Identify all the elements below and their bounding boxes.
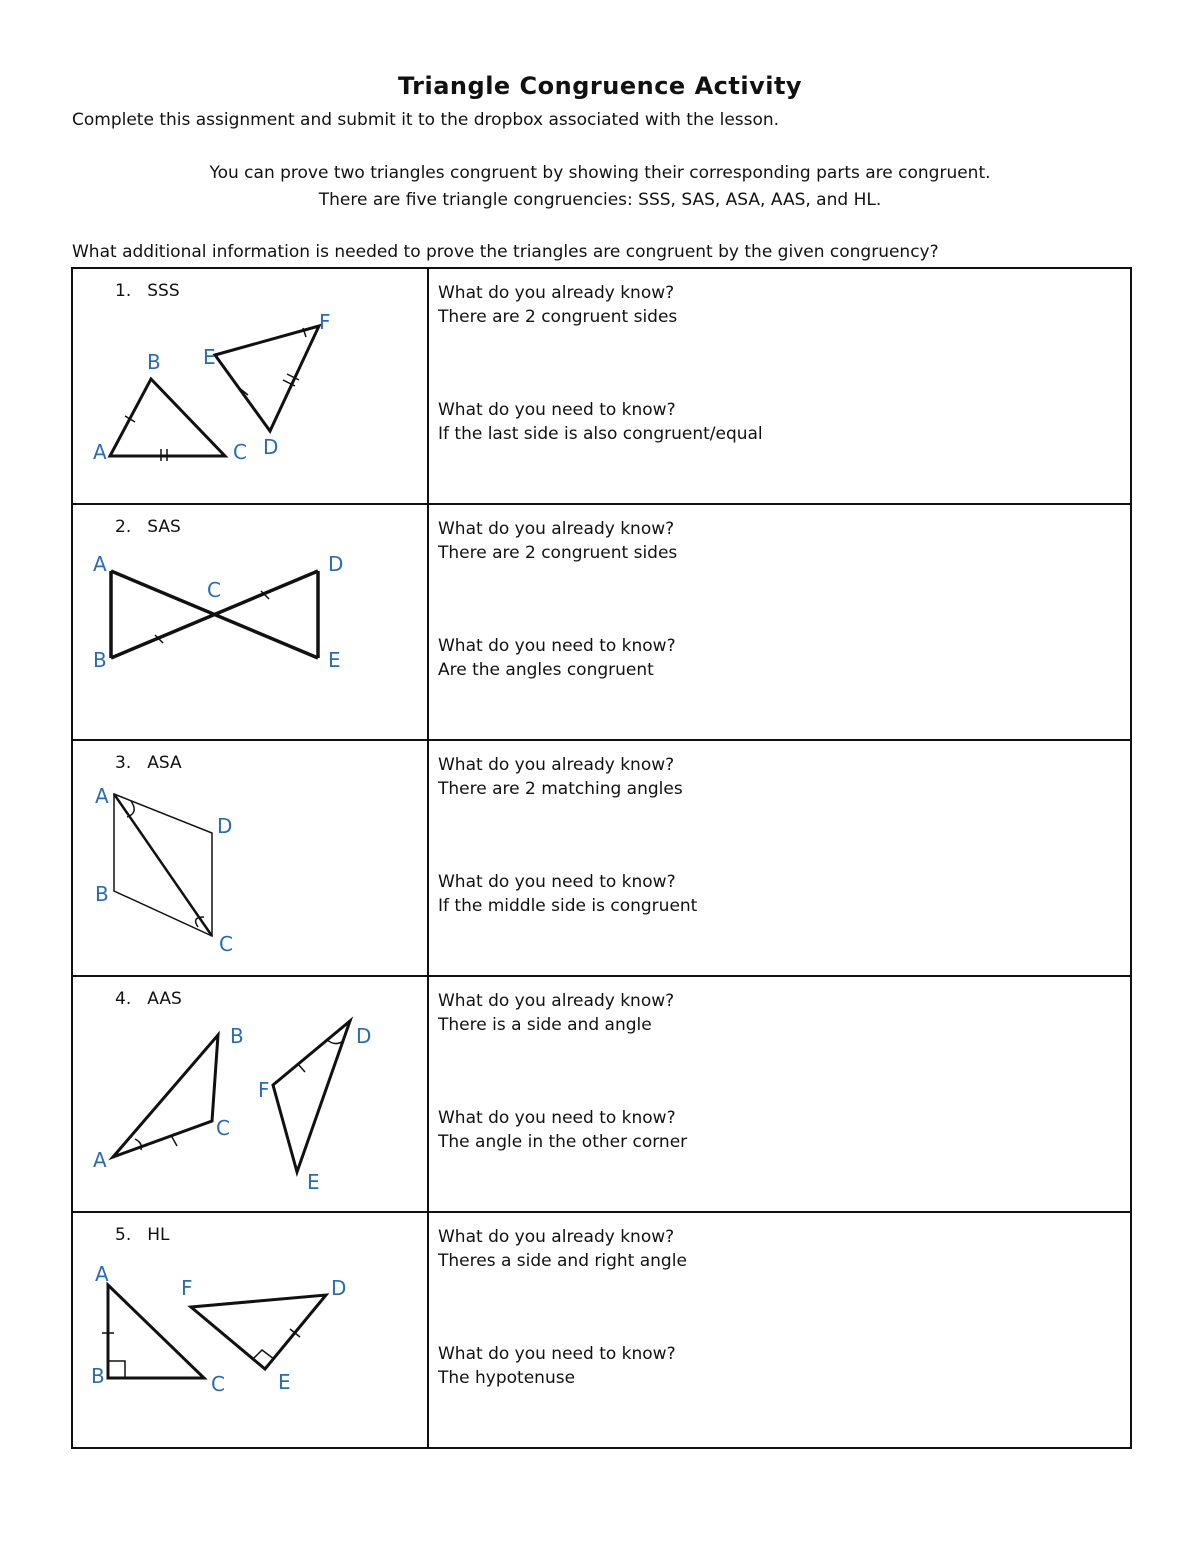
- vertex-label: A: [93, 1148, 107, 1172]
- explanation-line-2: There are five triangle congruencies: SSS, SAS, ASA, AAS, and HL.: [318, 190, 882, 210]
- already-know-answer: Theres a side and right angle: [438, 1251, 687, 1271]
- triangle-def: [215, 326, 319, 431]
- figure-cell: [72, 504, 428, 740]
- already-know-answer: There is a side and angle: [438, 1015, 652, 1035]
- vertex-label: B: [93, 648, 107, 672]
- vertex-label: D: [356, 1024, 372, 1048]
- need-to-know-prompt: What do you need to know?: [438, 872, 676, 892]
- problem-label: AAS: [147, 989, 182, 1009]
- problem-number: 2. SAS: [115, 517, 181, 537]
- need-to-know-answer: If the middle side is congruent: [438, 896, 698, 916]
- sas-diagram: [73, 505, 427, 739]
- table-row: [72, 740, 1131, 976]
- vertex-label: C: [219, 932, 233, 956]
- asa-diagram: [73, 741, 427, 975]
- problem-number: 1. SSS: [115, 281, 180, 301]
- already-know-answer: There are 2 matching angles: [438, 779, 683, 799]
- already-know-prompt: What do you already know?: [438, 755, 675, 775]
- vertex-label: B: [91, 1364, 105, 1388]
- problem-label: SSS: [147, 281, 180, 301]
- vertex-label: E: [203, 345, 216, 369]
- vertex-label: F: [258, 1078, 270, 1102]
- vertex-label: A: [95, 784, 109, 808]
- problem-number: 5. HL: [115, 1225, 170, 1245]
- need-to-know-prompt: What do you need to know?: [438, 1108, 676, 1128]
- intro-text: Complete this assignment and submit it to the dropbox associated with the lesson.: [72, 110, 780, 130]
- vertex-label: D: [328, 552, 344, 576]
- hl-diagram: [73, 1213, 427, 1447]
- table-row: [72, 268, 1131, 504]
- answer-cell: [428, 740, 1131, 976]
- triangle-abc: [113, 1035, 218, 1157]
- vertex-label: C: [233, 440, 247, 464]
- already-know-answer: There are 2 congruent sides: [438, 307, 678, 327]
- vertex-label: D: [217, 814, 233, 838]
- activity-table: [71, 267, 1132, 1449]
- answer-cell: [428, 268, 1131, 504]
- vertex-label: C: [207, 578, 221, 602]
- question-text: What additional information is needed to prove the triangles are congruent by the given congruency?: [72, 242, 939, 262]
- table-row: [72, 1212, 1131, 1448]
- need-to-know-prompt: What do you need to know?: [438, 1344, 676, 1364]
- vertex-label: C: [211, 1372, 225, 1396]
- aas-diagram: [73, 977, 427, 1211]
- vertex-label: B: [95, 882, 109, 906]
- problem-label: HL: [147, 1225, 170, 1245]
- problem-number: 4. AAS: [115, 989, 182, 1009]
- triangle-def: [191, 1295, 326, 1369]
- problem-label: ASA: [147, 753, 182, 773]
- need-to-know-answer: The hypotenuse: [438, 1368, 576, 1388]
- problem-label: SAS: [147, 517, 181, 537]
- vertex-label: A: [95, 1262, 109, 1286]
- vertex-label: B: [147, 350, 161, 374]
- vertex-label: F: [319, 310, 331, 334]
- need-to-know-prompt: What do you need to know?: [438, 636, 676, 656]
- already-know-prompt: What do you already know?: [438, 991, 675, 1011]
- already-know-prompt: What do you already know?: [438, 283, 675, 303]
- already-know-prompt: What do you already know?: [438, 1227, 675, 1247]
- vertex-label: D: [331, 1276, 347, 1300]
- explanation-line-1: You can prove two triangles congruent by showing their corresponding parts are congruent.: [209, 163, 991, 183]
- already-know-prompt: What do you already know?: [438, 519, 675, 539]
- table-row: [72, 976, 1131, 1212]
- page-title: Triangle Congruence Activity: [397, 72, 803, 100]
- figure-cell: [72, 976, 428, 1212]
- table-row: [72, 504, 1131, 740]
- need-to-know-answer: If the last side is also congruent/equal: [438, 424, 763, 444]
- vertex-label: E: [328, 648, 341, 672]
- answer-cell: [428, 504, 1131, 740]
- sss-diagram: [73, 269, 427, 503]
- already-know-answer: There are 2 congruent sides: [438, 543, 678, 563]
- vertex-label: E: [307, 1170, 320, 1194]
- answer-cell: [428, 976, 1131, 1212]
- vertex-label: A: [93, 440, 107, 464]
- vertex-label: D: [263, 435, 279, 459]
- need-to-know-prompt: What do you need to know?: [438, 400, 676, 420]
- figure-cell: [72, 740, 428, 976]
- vertex-label: E: [278, 1370, 291, 1394]
- problem-number: 3. ASA: [115, 753, 182, 773]
- vertex-label: F: [181, 1276, 193, 1300]
- figure-cell: [72, 268, 428, 504]
- need-to-know-answer: Are the angles congruent: [438, 660, 654, 680]
- vertex-label: B: [230, 1024, 244, 1048]
- vertex-label: A: [93, 552, 107, 576]
- vertex-label: C: [216, 1116, 230, 1140]
- need-to-know-answer: The angle in the other corner: [438, 1132, 688, 1152]
- answer-cell: [428, 1212, 1131, 1448]
- figure-cell: [72, 1212, 428, 1448]
